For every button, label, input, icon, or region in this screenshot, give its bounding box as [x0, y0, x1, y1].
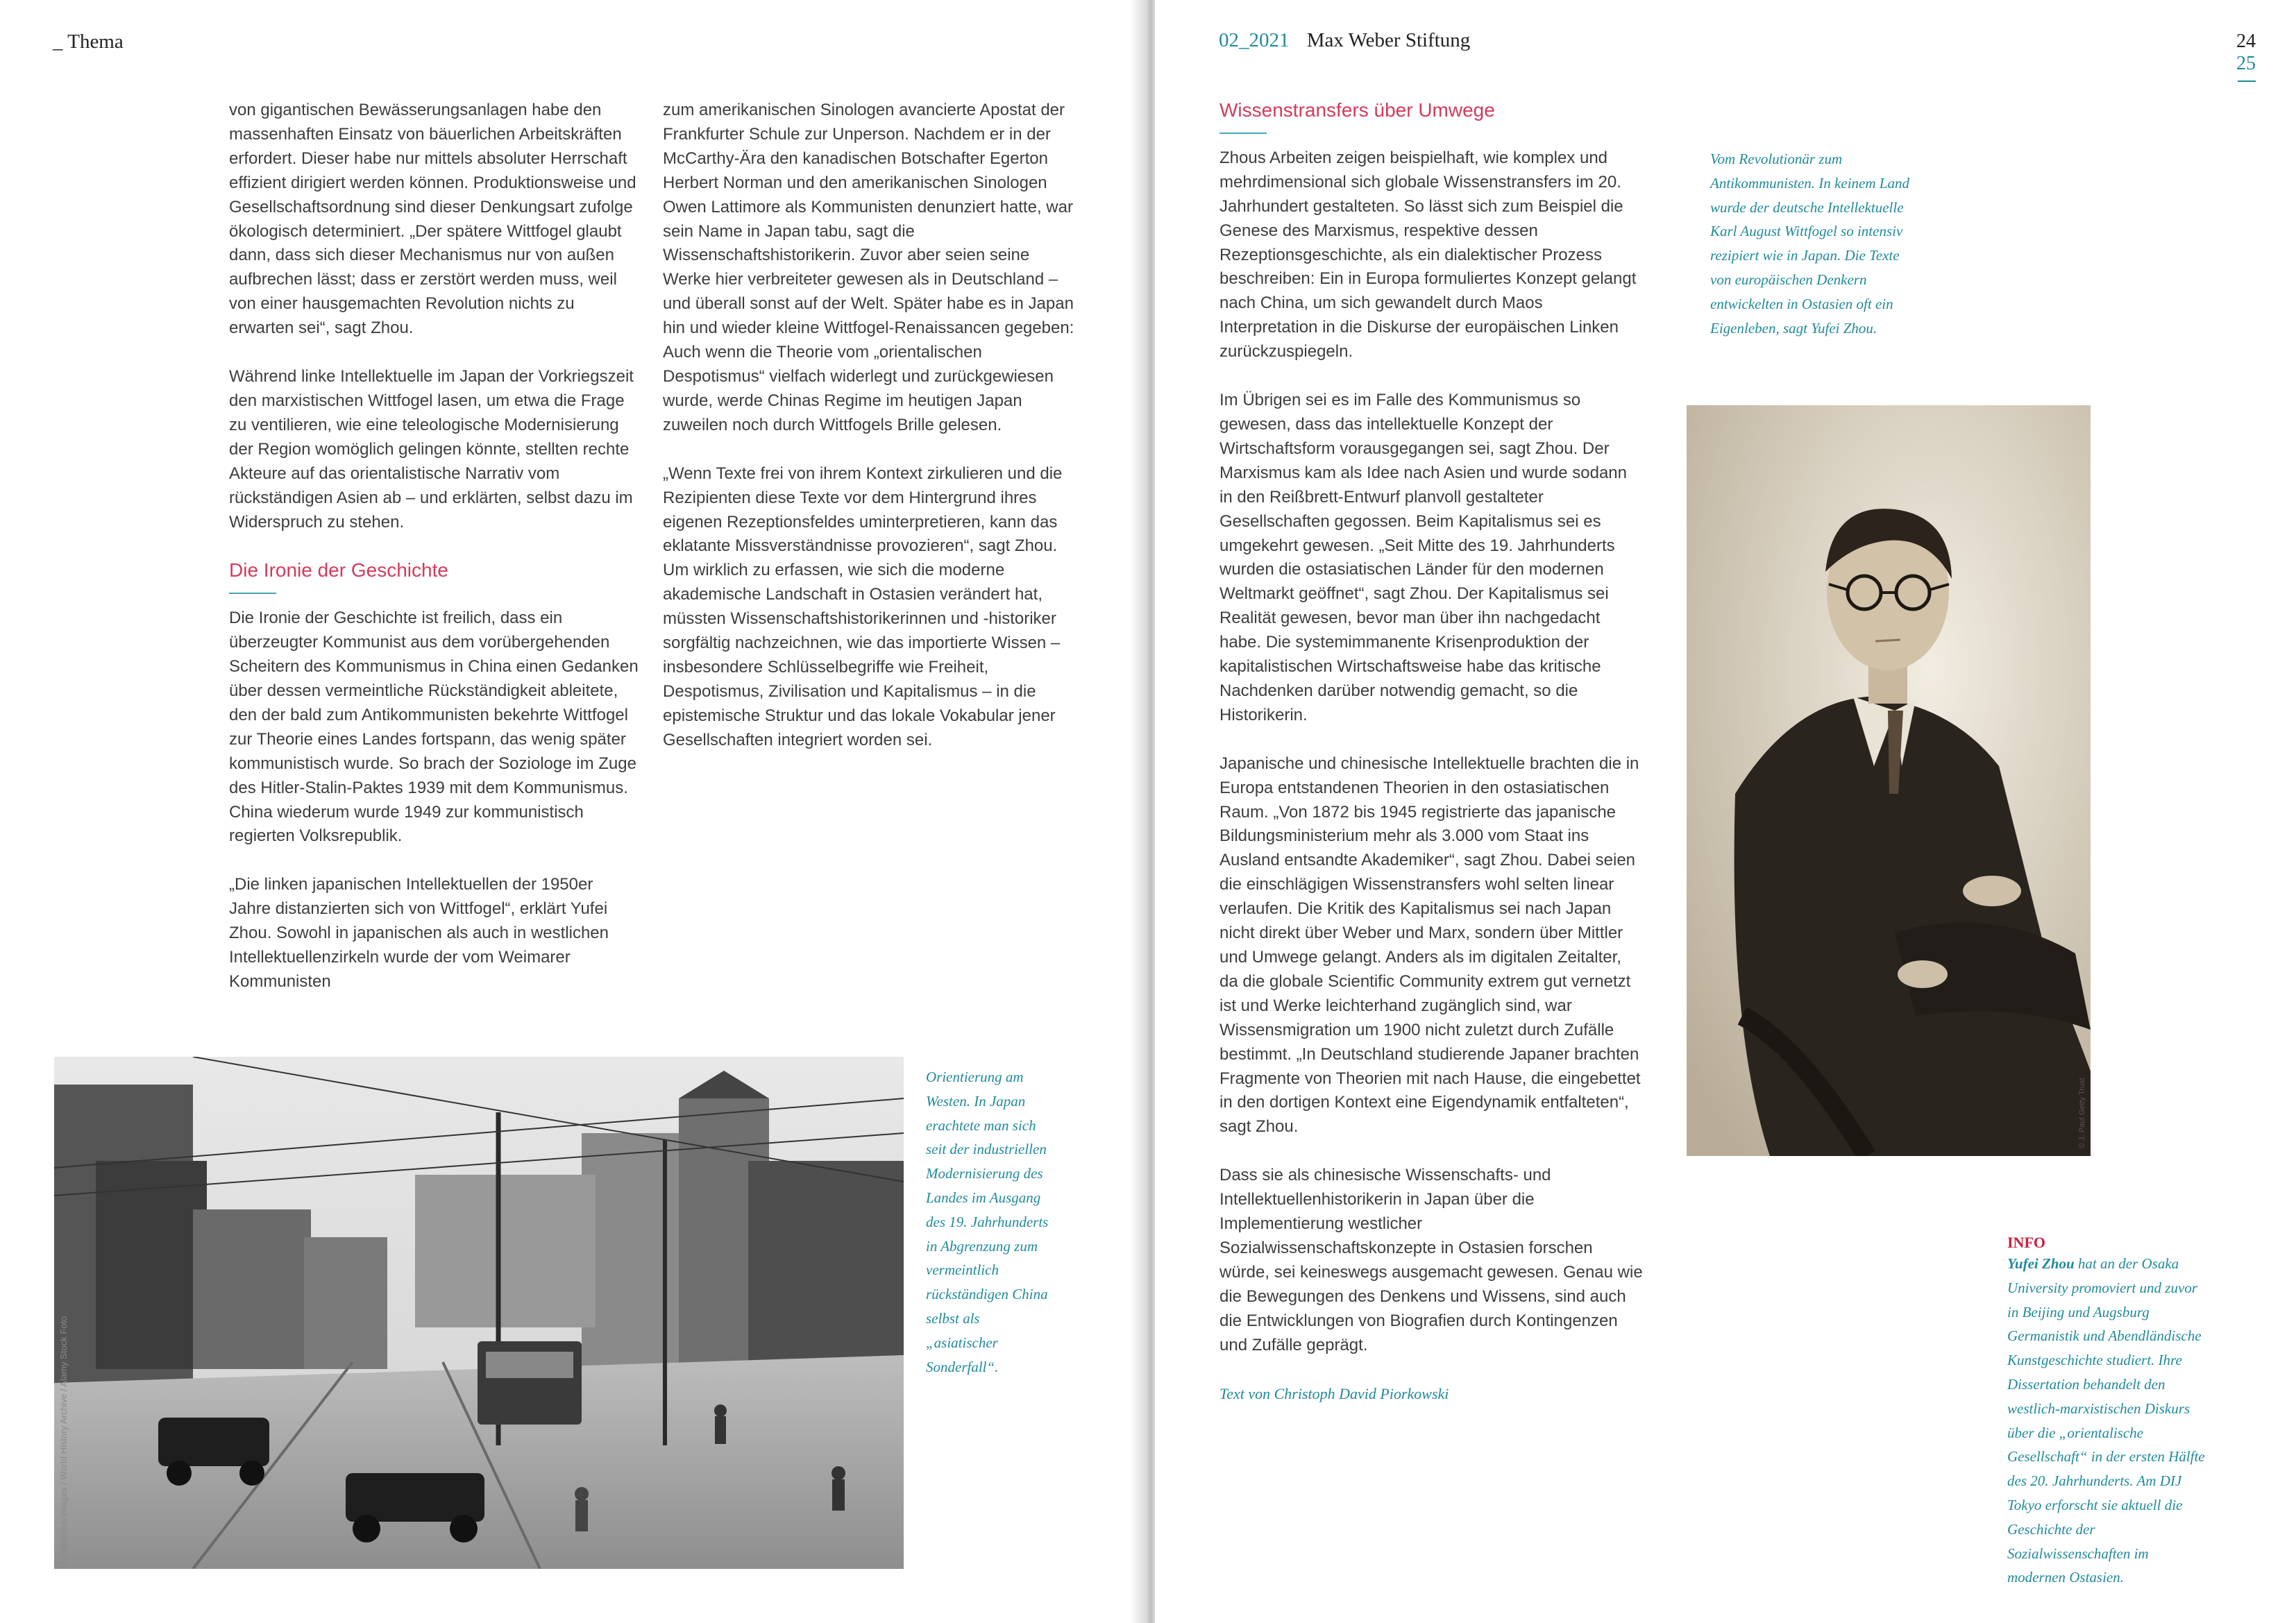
paragraph: Während linke Intellektuelle im Japan der Vorkriegszeit den marxistischen Wittfogel lasen, um etwa die Frage zu ventilieren, wie eine teleologische Modernisierung der Region womöglich gelingen könnte, stellten rechte Akteure auf das orientalistische Narrativ vom rückständigen Asien ab – und erklärten, selbst dazu im Widerspruch zu stehen. — [229, 367, 634, 532]
left-column-1 — [229, 99, 639, 1019]
left-page — [0, 0, 1147, 1623]
photo-credit: © mauritius images / World History Archive / Alamy Stock Foto — [58, 1316, 69, 1565]
street-scene-image — [54, 1057, 904, 1569]
paragraph: „Die linken japanischen Intellektuellen der 1950er Jahre distanzierten sich von Wittfogel“, erklärt Yufei Zhou. Sowohl in japanischen als auch in westlichen Intellektuellenzirkeln wurde der vom Weimarer Kommunisten — [229, 875, 609, 991]
paragraph: Zhous Arbeiten zeigen beispielhaft, wie komplex und mehrdimensional sich globale Wissenstransfers im 20. Jahrhundert gestalteten. So lässt sich zum Beispiel die Genese des Marxismus, respektive dessen Rezeptionsgeschichte, als ein dialektischer Prozess beschreiben: Ein in Europa formuliertes Konzept gelangt nach China, um sich gewandelt durch Maos Interpretation in die Diskurse der europäischen Linken zurückzuspiegeln. — [1219, 148, 1637, 362]
street-photo — [54, 1057, 904, 1569]
page-numbers — [2236, 31, 2256, 82]
paragraph: Japanische und chinesische Intellektuelle brachten die in Europa entstandenen Theorien in den ostasiatischen Raum. „Von 1872 bis 1945 registrierte das japanische Bildungsministerium mehr als 3.000 vom Staat ins Ausland entsandte Akademiker“, sagt Zhou. Dabei seien die einschlägigen Wissenstransfers wohl selten linear verlaufen. Die Kritik des Kapitalismus sei nach Japan nicht direkt über Weber und Marx, sondern über Mittler und Umwege gelangt. Anders als im digitalen Zeitalter, da die globale Scientific Community extrem gut vernetzt ist und Werke leichterhand zugänglich sind, war Wissensmigration um 1900 nicht zuletzt durch Zufälle bestimmt. „In Deutschland studierende Japaner brachten Fragmente von Theorien mit nach Hause, die eingebettet in den dortigen Kontext eine Eigendynamik entfalteten“, sagt Zhou. — [1219, 754, 1641, 1137]
portrait-image — [1687, 405, 2091, 1156]
paragraph: von gigantischen Bewässerungsanlagen habe den massenhaften Einsatz von bäuerlichen Arbeitskräften erfordert. Dieser habe nur mittels absoluter Herrschaft effizient dirigiert werden können. Produktionsweise und Gesellschaftsordnung sind dieser Denkungsart zufolge ökologisch determiniert. „Der spätere Wittfogel glaubt dann, dass sich dieser Mechanismus nur von außen aufbrechen lässt; dass er zerstört werden muss, weil von einer hausgemachten Revolution nichts zu erwarten sei“, sagt Zhou. — [229, 101, 636, 338]
info-text: hat an der Osaka University promoviert und zuvor in Beijing und Augsburg Germanistik und Abendländische Kunstgeschichte studiert. Ihre Dissertation behandelt den westlich-marxistischen Diskurs über die „orientalische Gesellschaft“ in der ersten Hälfte des 20. Jahrhunderts. Am DIJ Tokyo erforscht sie aktuell die Geschichte der Sozialwissenschaften im modernen Ostasien. — [2007, 1255, 2205, 1586]
portrait-photo — [1687, 405, 2091, 1156]
paragraph: zum amerikanischen Sinologen avancierte Apostat der Frankfurter Schule zur Unperson. Nachdem er in der McCarthy-Ära den kanadischen Botschafter Egerton Herbert Norman und den amerikanischen Sinologen Owen Lattimore als Kommunisten denunziert hatte, war sein Name in Japan tabu, sagt die Wissenschaftshistorikerin. Zuvor aber seien seine Werke hier verbreiteter gewesen als in Deutschland – und überall sonst auf der Welt. Später habe es in Japan hin und wieder kleine Wittfogel-Renaissancen gegeben: Auch wenn die Theorie vom „orientalischen Despotismus“ vielfach widerlegt und zurückgewiesen wurde, werde Chinas Regime im heutigen Japan zuweilen noch durch Wittfogels Brille gelesen. — [663, 101, 1074, 434]
issue-number: 02_2021 — [1219, 29, 1290, 51]
right-page — [1155, 0, 2296, 1623]
page-number-left: 24 — [2236, 31, 2256, 52]
paragraph: Dass sie als chinesische Wissenschafts- und Intellektuellenhistorikerin in Japan über die Implementierung westlicher Sozialwissenschaftskonzepte in Ostasien forschen würde, sei keineswegs ausgemacht gewesen. Genau wie die Bewegungen des Denkens und Wissens, sind auch die Entwicklungen von Biografien durch Kontingenzen und Zufälle geprägt. — [1219, 1166, 1643, 1354]
page-number-right: 25 — [2236, 53, 2256, 74]
info-label: INFO — [2007, 1234, 2045, 1251]
paragraph: Die Ironie der Geschichte ist freilich, dass ein überzeugter Kommunist aus dem vorübergehenden Scheitern des Kommunismus in China einen Gedanken über dessen vermeintliche Rückständigkeit ableitete, den der bald zum Antikommunisten bekehrte Wittfogel zur Theorie eines Landes fortspann, das wenig später kommunistisch wurde. So brach der Soziologe im Zuge des Hitler-Stalin-Paktes 1939 mit dem Kommunismus. China wiederum wurde 1949 zur kommunistisch regierten Volksrepublik. — [229, 609, 639, 846]
article-heading: Wissenstransfers über Umwege — [1219, 99, 1495, 121]
paragraph: „Wenn Texte frei von ihrem Kontext zirkulieren und die Rezipienten diese Texte vor dem Hintergrund ihres eigenen Rezeptionsfeldes uminterpretieren, kann das eklatante Missverständnisse provozieren“, sagt Zhou. Um wirklich zu erfassen, wie sich die moderne akademische Landschaft in Ostasien verändert hat, müssten Wissenschaftshistorikerinnen und -historiker sorgfältig nachzeichnen, wie das importierte Wissen – insbesondere Schlüsselbegriffe wie Freiheit, Despotismus, Zivilisation und Kapitalismus – in die epistemische Struktur und das lokale Vokabular jener Gesellschaften integriert worden sei. — [663, 464, 1063, 749]
heading-rule — [229, 593, 276, 594]
photo-caption: Orientierung am Westen. In Japan erachtete man sich seit der industriellen Modernisierung des Landes im Ausgang des 19. Jahrhunderts in Abgrenzung zum vermeintlich rückständigen China selbst als „asiatischer Sonderfall“. — [926, 1069, 1049, 1375]
info-name: Yufei Zhou — [2007, 1255, 2075, 1272]
running-header — [1219, 29, 1470, 52]
byline: Text von Christoph David Piorkowski — [1219, 1384, 1449, 1402]
info-body — [2007, 1252, 2209, 1590]
info-box — [2007, 1234, 2209, 1590]
right-column — [1219, 99, 1643, 1406]
page-number-rule — [2238, 80, 2256, 82]
pull-quote: Vom Revolutionär zum Antikommunisten. In keinem Land wurde der deutsche Intellektuelle Karl August Wittfogel so intensiv rezipiert wie in Japan. Die Texte von europäischen Denkern entwickelten in Ostasien oft ein Eigenleben, sagt Yufei Zhou. — [1710, 151, 1909, 337]
section-label: _ Thema — [53, 31, 124, 53]
portrait-credit: © J. Paul Getty Trust — [2078, 1078, 2086, 1148]
paragraph: Im Übrigen sei es im Falle des Kommunismus so gewesen, dass das intellektuelle Konzept der Wirtschaftsform vorausgegangen sei, sagt Zhou. Der Marxismus kam als Idee nach Asien und wurde sodann in den Reißbrett-Entwurf planvoll gestalteter Gesellschaften gegossen. Beim Kapitalismus sei es umgekehrt gewesen. „Seit Mitte des 19. Jahrhunderts wurden die ostasiatischen Länder für den modernen Weltmarkt geöffnet“, sagt Zhou. Der Kapitalismus sei Realität gewesen, bevor man über ihn nachgedacht habe. Die systemimmanente Krisenproduktion der kapitalistischen Wirtschaftsweise habe das kritische Nachdenken darüber notwendig gemacht, so die Historikerin. — [1219, 391, 1627, 724]
foundation-name: Max Weber Stiftung — [1306, 29, 1471, 51]
subheading: Die Ironie der Geschichte — [229, 559, 448, 581]
left-column-2 — [663, 99, 1078, 777]
heading-rule — [1219, 133, 1267, 134]
